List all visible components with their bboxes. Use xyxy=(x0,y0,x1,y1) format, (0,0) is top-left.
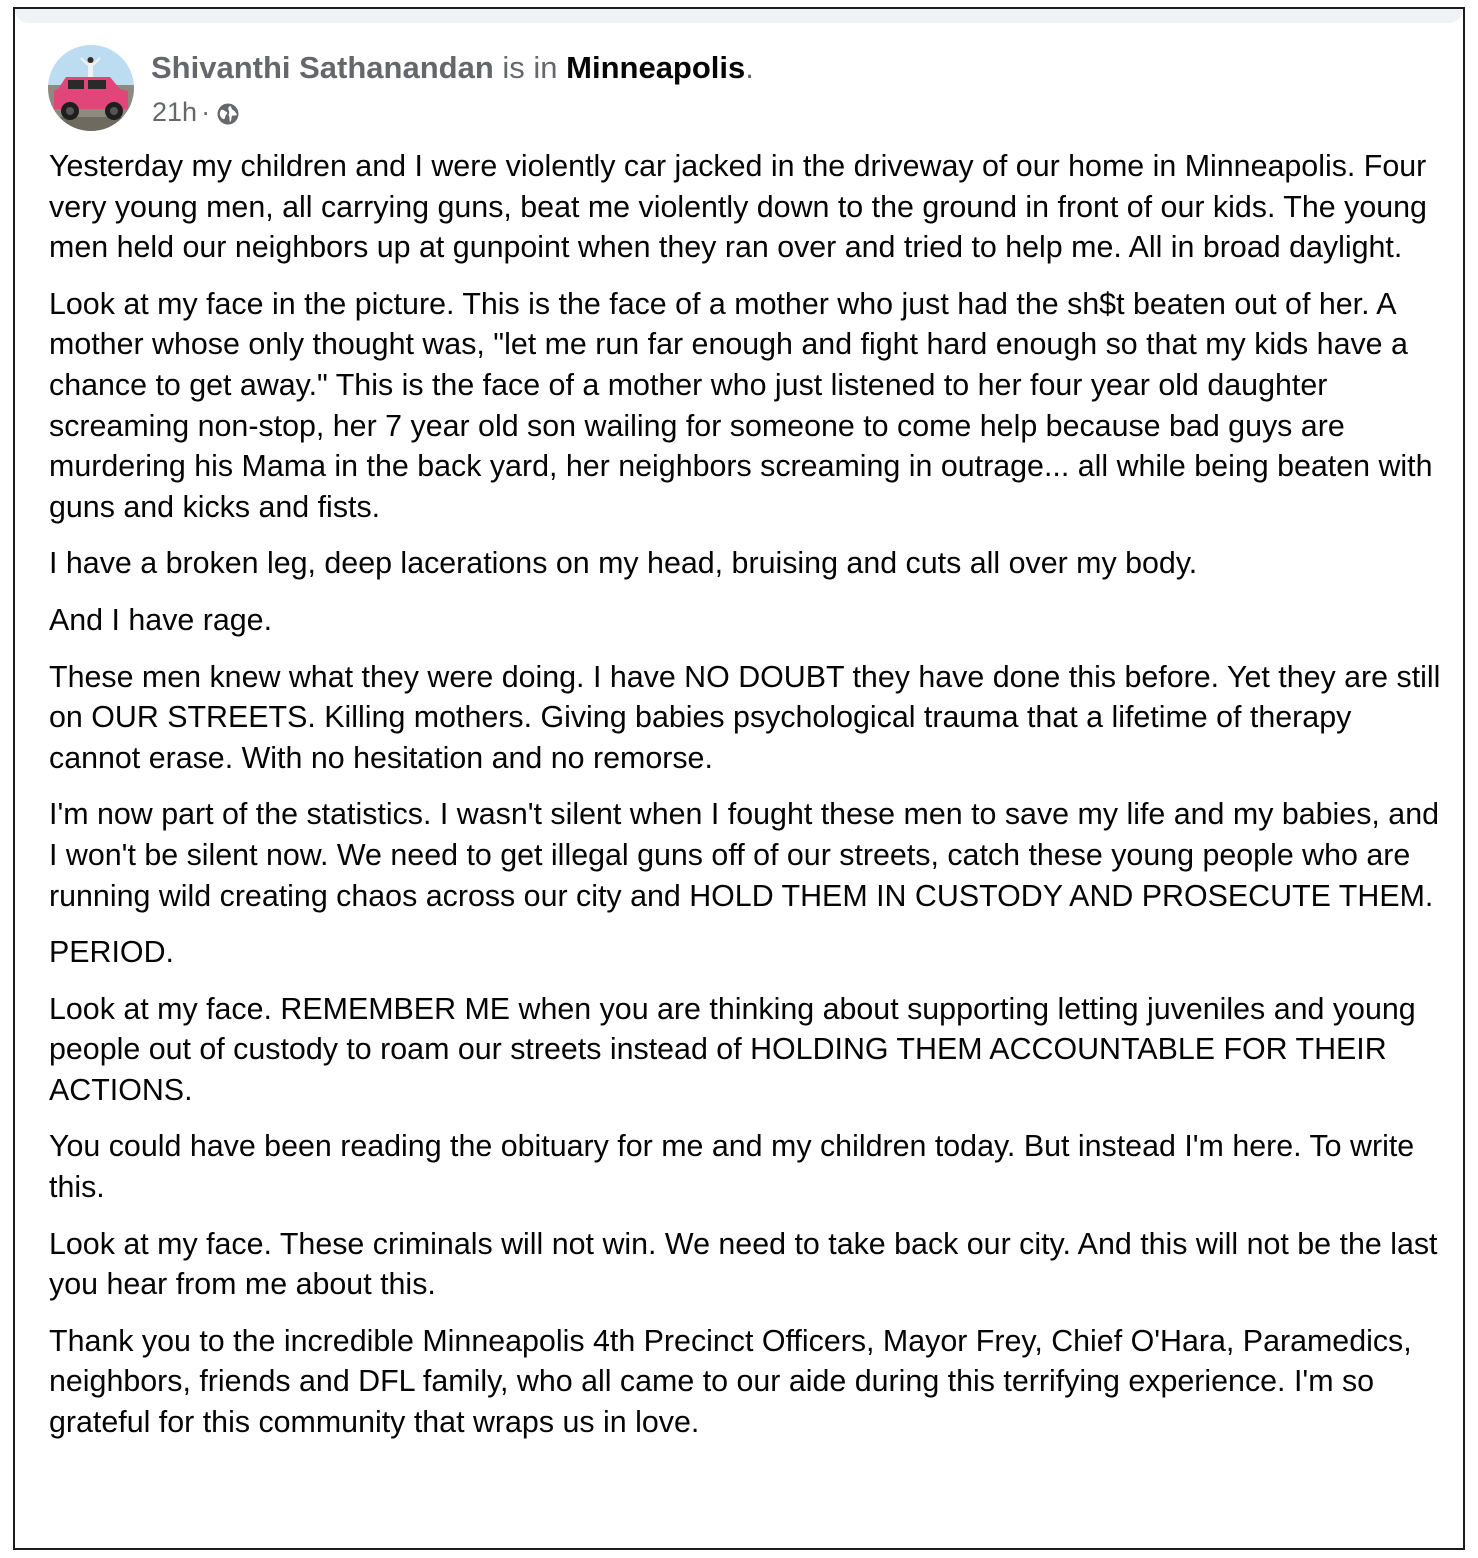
post-card xyxy=(13,7,1465,1550)
post-paragraph: Thank you to the incredible Minneapolis 4th Precinct Officers, Mayor Frey, Chief O'Hara, Paramedics, neighbors, friends and DFL family, who all came to our aide during this terrifying experience. I'm so grateful for this community that wraps us in love. xyxy=(49,1323,1412,1440)
post-paragraph: PERIOD. xyxy=(49,935,174,970)
post-paragraph: I have a broken leg, deep lacerations on my head, bruising and cuts all over my body. xyxy=(49,546,1198,581)
location-link[interactable]: Minneapolis xyxy=(566,50,746,85)
post-paragraph: I'm now part of the statistics. I wasn't silent when I fought these men to save my life and my babies, and I won't be silent now. We need to get illegal guns off of our streets, catch these young people who are running wild creating chaos across our city and HOLD THEM IN CUSTODY AND PROSECUTE THEM. xyxy=(49,797,1440,913)
post-paragraph: You could have been reading the obituary for me and my children today. But instead I'm here. To write this. xyxy=(49,1129,1415,1205)
avatar-photo-icon xyxy=(48,45,134,131)
post-paragraph: Yesterday my children and I were violently car jacked in the driveway of our home in Minneapolis. Four very young men, all carrying guns, beat me violently down to the ground in front of our kids. The young men held our neighbors up at gunpoint when they ran over and tried to help me. All in broad daylight. xyxy=(49,149,1427,265)
timestamp-link[interactable]: 21h xyxy=(152,97,198,127)
post-body xyxy=(49,146,1444,1459)
post-paragraph: Look at my face in the picture. This is the face of a mother who just had the sh$t beaten out of her. A mother whose only thought was, "let me run far enough and fight hard enough so that my kids have a chance to get away." This is the face of a mother who just listened to her four year old daughter screaming non-stop, her 7 year old son wailing for someone to come help because bad guys are murdering his Mama in the back yard, her neighbors screaming in outrage... all while being beaten with guns and kicks and fists. xyxy=(49,286,1433,524)
avatar[interactable] xyxy=(48,45,134,131)
post-header xyxy=(151,49,754,87)
post-paragraph: And I have rage. xyxy=(49,602,273,637)
post-meta xyxy=(152,95,240,129)
is-in-text: is in xyxy=(493,50,567,85)
author-name-link[interactable]: Shivanthi Sathanandan xyxy=(151,50,494,85)
card-top-strip xyxy=(15,9,1463,23)
post-paragraph: Look at my face. REMEMBER ME when you are thinking about supporting letting juveniles and young people out of custody to roam our streets instead of HOLDING THEM ACCOUNTABLE FOR THEIR ACTIONS. xyxy=(49,991,1416,1107)
header-period: . xyxy=(745,50,754,85)
post-paragraph: Look at my face. These criminals will not win. We need to take back our city. And this will not be the last you hear from me about this. xyxy=(49,1226,1438,1302)
meta-separator: · xyxy=(201,97,211,127)
globe-icon[interactable] xyxy=(216,100,240,124)
post-paragraph: These men knew what they were doing. I have NO DOUBT they have done this before. Yet they are still on OUR STREETS. Killing mothers. Giving babies psychological trauma that a lifetime of therapy cannot erase. With no hesitation and no remorse. xyxy=(49,659,1441,775)
